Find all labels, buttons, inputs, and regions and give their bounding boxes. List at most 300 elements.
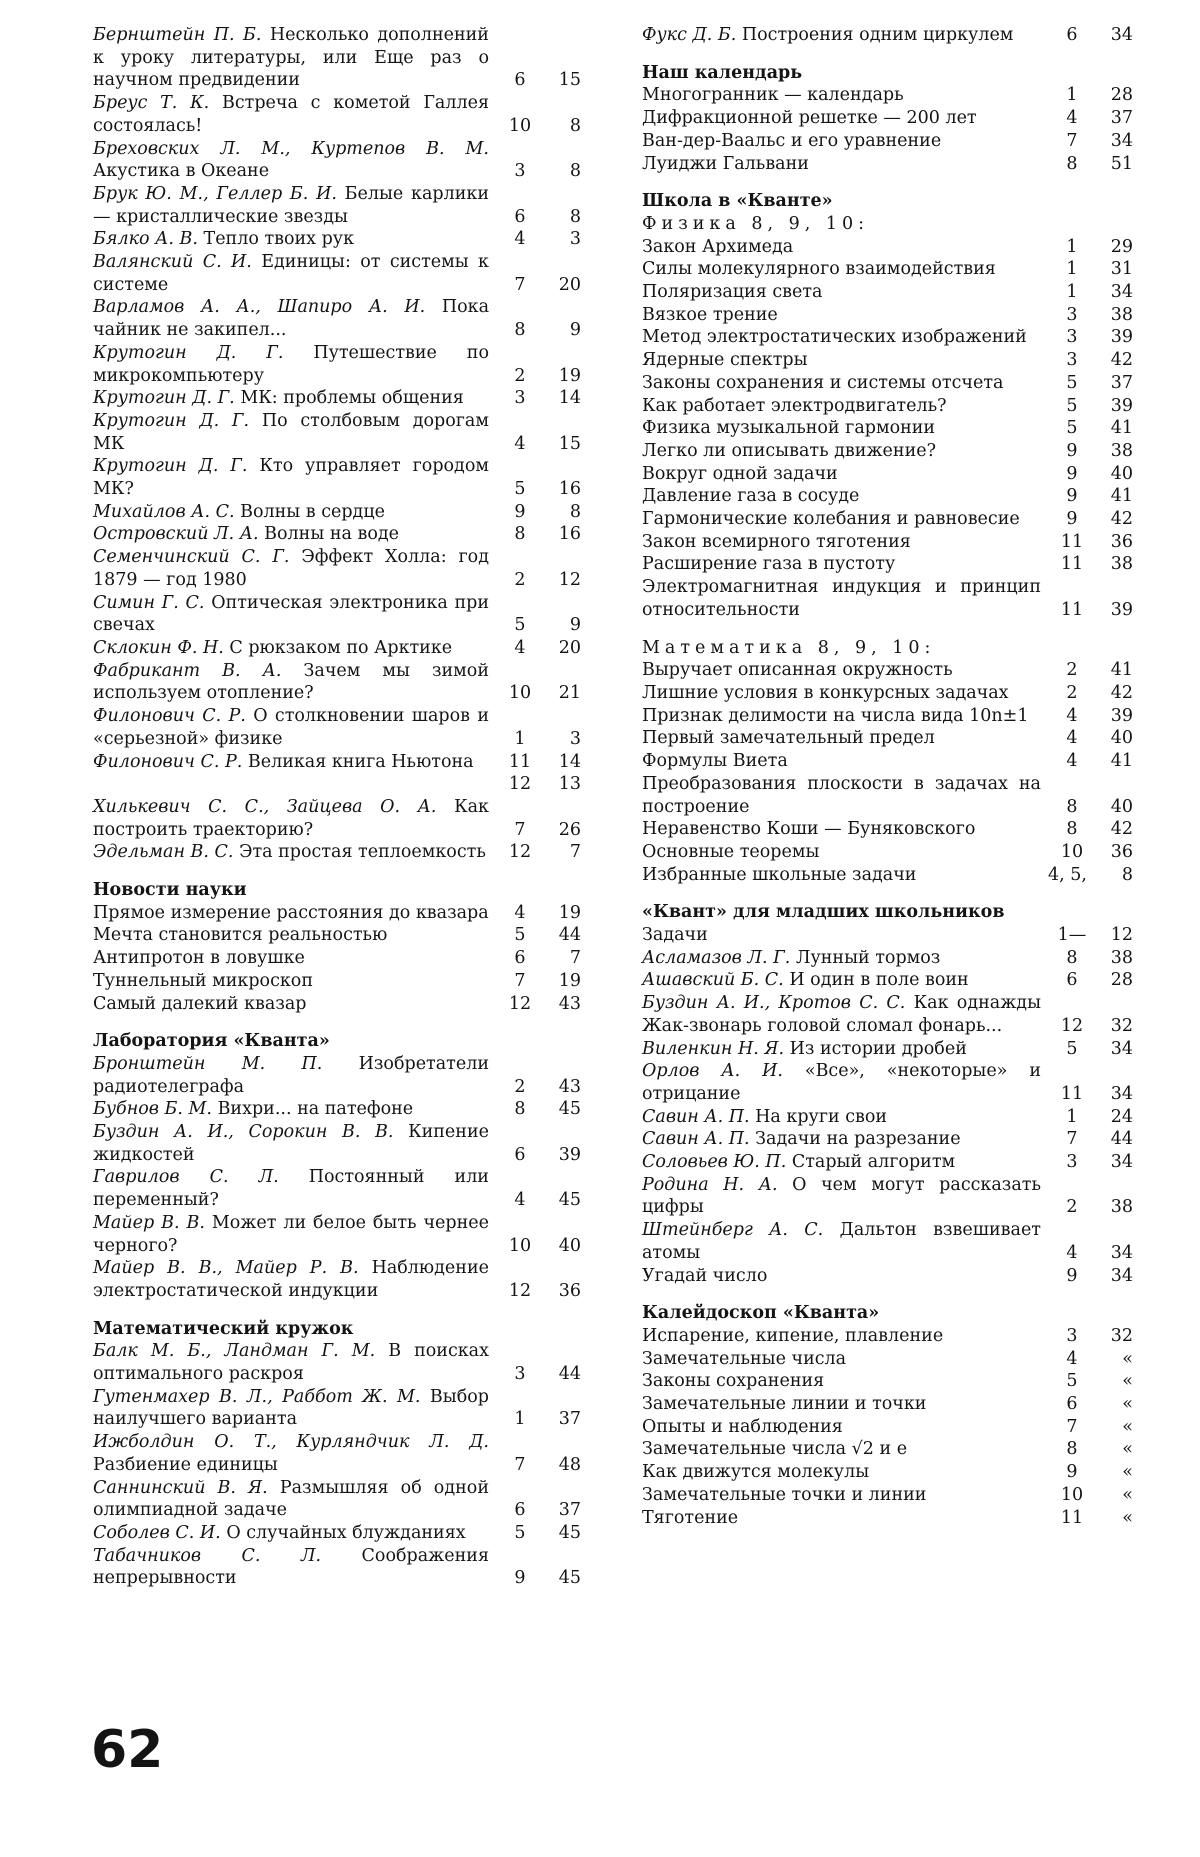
entry-issue: 6 [1066, 25, 1078, 45]
index-section [642, 901, 1145, 1287]
entry-page: 36 [1110, 841, 1133, 862]
entry-page: 43 [558, 993, 581, 1014]
entry-author: Бронштейн М. П. [93, 1053, 323, 1074]
index-entry [93, 228, 593, 251]
entry-issue: 10 [508, 683, 532, 704]
entry-title: Испарение, кипение, плавление [642, 1325, 944, 1346]
entry-text [93, 138, 499, 183]
entry-title: С рюкзаком по Арктике [229, 637, 453, 658]
index-entry [93, 773, 593, 796]
entry-issue: 4 [514, 637, 526, 658]
entry-page: 39 [1110, 395, 1133, 416]
entry-issue: 2 [514, 569, 526, 590]
entry-text [642, 947, 1051, 970]
entry-author: Филонович С. Р. [93, 706, 246, 727]
entry-issue: 10 [1060, 1484, 1084, 1505]
entry-page: 8 [569, 501, 581, 522]
entry-title: Эта простая теплоемкость [239, 842, 486, 863]
entry-title: Легко ли описывать движение? [642, 440, 936, 461]
index-section [642, 637, 1145, 887]
entry-text [93, 947, 499, 970]
entry-page: 34 [1110, 130, 1133, 151]
entry-text [642, 372, 1051, 395]
entry-issue: 2 [1066, 682, 1078, 703]
entry-title: Неравенство Коши — Буняковского [642, 819, 976, 840]
entry-author: Буздин А. И., Кротов С. С. [642, 993, 906, 1014]
entry-issue: 3 [514, 161, 526, 182]
index-entry [642, 864, 1145, 887]
entry-issue: 8 [514, 1099, 526, 1120]
entry-text [93, 993, 499, 1016]
entry-page: 37 [1110, 108, 1133, 129]
entry-text [642, 576, 1051, 621]
entry-page: 45 [558, 1099, 581, 1120]
entry-issue: 3 [1066, 327, 1078, 348]
entry-page: 8 [569, 161, 581, 182]
entry-page: 15 [558, 70, 581, 91]
entry-title: Формулы Виета [642, 751, 788, 772]
index-entry [93, 92, 593, 137]
entry-issue: 9 [1066, 1462, 1078, 1483]
index-entry [642, 107, 1145, 130]
index-entry [93, 1545, 593, 1590]
entry-issue: 1 [1066, 1106, 1078, 1127]
entry-page: 44 [1110, 1129, 1133, 1150]
entry-page: 13 [558, 774, 581, 795]
index-entry [93, 924, 593, 947]
index-entry [642, 1370, 1145, 1393]
entry-page: 21 [558, 683, 581, 704]
entry-page: 24 [1110, 1106, 1133, 1127]
entry-text [642, 1038, 1051, 1061]
index-entry [93, 183, 593, 228]
entry-issue: 5 [1066, 395, 1078, 416]
page-number: 62 [91, 1720, 164, 1780]
entry-page: 41 [1110, 418, 1133, 439]
entry-issue: 1 [1066, 282, 1078, 303]
index-entry [642, 924, 1145, 947]
index-entry [642, 258, 1145, 281]
index-entry [93, 1431, 593, 1476]
index-entry [642, 1060, 1145, 1105]
entry-issue: 4 [1066, 108, 1078, 129]
index-entry [642, 553, 1145, 576]
entry-page: 42 [1110, 350, 1133, 371]
entry-page: 37 [558, 1409, 581, 1430]
entry-issue: 2 [1066, 660, 1078, 681]
entry-issue: 11 [1060, 1507, 1084, 1528]
index-entry [642, 326, 1145, 349]
entry-issue: 11 [1060, 554, 1084, 575]
entry-title: Замечательные числа [642, 1348, 847, 1369]
entry-text [93, 1386, 499, 1431]
entry-page: 8 [1121, 864, 1133, 885]
entry-title: Угадай число [642, 1265, 768, 1286]
entry-issue: 5 [514, 479, 526, 500]
entry-text [642, 281, 1051, 304]
entry-issue: 11 [508, 751, 532, 772]
entry-author: Гутенмахер В. Л., Раббот Ж. М. [93, 1386, 421, 1407]
entry-issue: 5 [1066, 372, 1078, 393]
entry-title: Встреча с кометой Галлея состоялась! [93, 93, 489, 136]
entry-issue: 12 [1060, 1015, 1084, 1036]
entry-issue: 2 [514, 1076, 526, 1097]
entry-title: Оптическая электроника при свечах [93, 592, 489, 636]
index-entry [642, 576, 1145, 621]
index-entry [93, 947, 593, 970]
index-entry [642, 153, 1145, 176]
index-entry [642, 1507, 1145, 1530]
entry-issue: 5 [1066, 418, 1078, 439]
right-column [642, 24, 1145, 1544]
entry-page: 42 [1110, 682, 1133, 703]
entry-issue: 6 [514, 206, 526, 227]
entry-author: Орлов А. И. [642, 1061, 783, 1082]
entry-text [93, 637, 499, 660]
entry-issue: 10 [508, 1235, 532, 1256]
index-entry [642, 682, 1145, 705]
entry-title: Кто управляет городом МК? [93, 456, 489, 500]
entry-title: По столбовым дорогам МК [93, 410, 489, 454]
index-entry [93, 1121, 593, 1166]
index-entry [93, 24, 593, 92]
entry-text [93, 1431, 499, 1476]
entry-page: 19 [558, 902, 581, 923]
entry-author: Балк М. Б., Ландман Г. М. [93, 1341, 376, 1362]
entry-text [93, 751, 499, 774]
entry-page: 38 [1110, 304, 1133, 325]
entry-page: 39 [1110, 705, 1133, 726]
entry-text [642, 1393, 1051, 1416]
entry-author: Буздин А. И., Сорокин В. В. [93, 1122, 394, 1143]
index-entry [642, 485, 1145, 508]
entry-text [93, 705, 499, 750]
entry-title: Изобретатели радиотелеграфа [93, 1053, 489, 1097]
entry-text [93, 1166, 499, 1211]
entry-page: « [1122, 1507, 1133, 1528]
entry-page: 44 [558, 1364, 581, 1385]
entry-text [642, 236, 1051, 259]
entry-author: Майер В. В. [93, 1212, 205, 1233]
entry-issue: 9 [514, 501, 526, 522]
entry-author: Ашавский Б. С. [642, 970, 784, 991]
entry-text [642, 349, 1051, 372]
entry-page: 16 [558, 479, 581, 500]
entry-title: Закон Архимеда [642, 236, 794, 257]
entry-page: « [1122, 1348, 1133, 1369]
entry-author: Семенчинский С. Г. [93, 547, 290, 568]
entry-title: В поисках оптимального раскроя [93, 1341, 489, 1385]
entry-title: Кипение жидкостей [93, 1122, 489, 1165]
entry-author: Асламазов Л. Г. [642, 947, 791, 968]
entry-issue: 8 [1066, 1439, 1078, 1460]
entry-title: Тяготение [642, 1507, 739, 1528]
entry-text [93, 24, 499, 92]
entry-title: Давление газа в сосуде [642, 486, 860, 507]
entry-title: Гармонические колебания и равновесие [642, 509, 1020, 530]
entry-text [642, 258, 1051, 281]
index-entry [642, 1038, 1145, 1061]
entry-page: 14 [558, 388, 581, 409]
entry-issue: 6 [1066, 1394, 1078, 1415]
entry-page: 31 [1110, 259, 1133, 280]
entry-text [642, 1151, 1051, 1174]
entry-page: 16 [558, 524, 581, 545]
entry-page: « [1122, 1484, 1133, 1505]
entry-page: « [1122, 1371, 1133, 1392]
entry-title: Как движутся молекулы [642, 1462, 870, 1483]
entry-title: Метод электростатических изображений [642, 327, 1027, 348]
entry-author: Майер В. В., Майер Р. В. [93, 1258, 359, 1279]
entry-title: Единицы: от системы к системе [93, 252, 489, 295]
entry-title: Старый алгоритм [791, 1152, 956, 1173]
subsection-heading: Физика 8, 9, 10: [642, 213, 870, 234]
entry-text [642, 969, 1051, 992]
entry-page: 29 [1110, 236, 1133, 257]
entry-issue: 4 [1066, 751, 1078, 772]
entry-page: 34 [1110, 1152, 1133, 1173]
entry-title: О столкновении шаров и «серьезной» физике [93, 706, 489, 749]
entry-title: Лишние условия в конкурсных задачах [642, 682, 1009, 703]
entry-text [93, 251, 499, 296]
index-entry [93, 523, 593, 546]
entry-issue: 8 [514, 524, 526, 545]
entry-title: Несколько дополнений к уроку литературы, или Еще раз о научном предвидении [93, 25, 489, 91]
entry-title: Опыты и наблюдения [642, 1416, 843, 1437]
entry-author: Бялко А. В. [93, 229, 198, 250]
index-entry [642, 1128, 1145, 1151]
entry-page: « [1122, 1462, 1133, 1483]
entry-text [642, 992, 1051, 1037]
entry-text [642, 440, 1051, 463]
entry-text [642, 508, 1051, 531]
entry-author: Бреус Т. К. [93, 93, 210, 114]
entry-issue: 9 [1066, 509, 1078, 530]
entry-issue: 6 [514, 1500, 526, 1521]
entry-issue: 5 [1066, 1038, 1078, 1059]
index-entry [642, 236, 1145, 259]
entry-title: Задачи [642, 925, 708, 946]
entry-page: 45 [558, 1190, 581, 1211]
entry-text [93, 342, 499, 387]
entry-author: Крутогин Д. Г. [93, 410, 250, 431]
entry-author: Островский Л. А. [93, 524, 259, 545]
entry-page: 14 [558, 751, 581, 772]
entry-text [93, 228, 499, 251]
entry-title: Первый замечательный предел [642, 728, 935, 749]
entry-issue: 4 [514, 433, 526, 454]
entry-text [93, 1212, 499, 1257]
entry-text [642, 1060, 1051, 1105]
entry-title: Размышляя об одной олимпиадной задаче [93, 1477, 489, 1521]
index-section [93, 1318, 593, 1590]
index-entry [642, 281, 1145, 304]
entry-author: Саннинский В. Я. [93, 1477, 268, 1498]
entry-text [642, 659, 1051, 682]
entry-author: Брук Ю. М., Геллер Б. И. [93, 183, 337, 204]
entry-page: 28 [1110, 85, 1133, 106]
entry-title: Дифракционной решетке — 200 лет [642, 108, 977, 129]
entry-text [642, 705, 1051, 728]
entry-page: 39 [1110, 327, 1133, 348]
entry-author: Савин А. П. [642, 1106, 750, 1127]
entry-page: 7 [569, 948, 581, 969]
entry-author: Склокин Ф. Н. [93, 637, 224, 658]
entry-author: Бубнов Б. М. [93, 1099, 212, 1120]
entry-issue: 2 [1066, 1197, 1078, 1218]
entry-page: 8 [569, 115, 581, 136]
entry-title: Может ли белое быть чернее черного? [93, 1212, 489, 1256]
entry-title: Выбор наилучшего варианта [93, 1386, 489, 1430]
index-entry [642, 395, 1145, 418]
entry-issue: 9 [1066, 1265, 1078, 1286]
entry-issue: 1— [1057, 925, 1087, 946]
entry-issue: 4 [514, 229, 526, 250]
entry-author: Савин А. П. [642, 1129, 750, 1150]
index-entry [642, 969, 1145, 992]
entry-page: 39 [558, 1144, 581, 1165]
entry-title: Путешествие по микрокомпьютеру [93, 342, 489, 386]
entry-title: Волны в сердце [240, 501, 385, 522]
entry-page: 12 [558, 569, 581, 590]
entry-issue: 8 [514, 320, 526, 341]
entry-author: Гаврилов С. Л. [93, 1167, 279, 1188]
section-heading: Новости науки [93, 880, 247, 901]
entry-text [642, 1219, 1051, 1264]
entry-author: Табачников С. Л. [93, 1545, 322, 1566]
index-section [93, 1030, 593, 1302]
entry-title: МК: проблемы общения [240, 388, 464, 409]
entry-title: Замечательные числа √2 и e [642, 1439, 908, 1460]
entry-text [642, 531, 1051, 554]
entry-title: Физика музыкальной гармонии [642, 418, 936, 439]
entry-author: Крутогин Д. Г. [93, 456, 248, 477]
entry-issue: 6 [514, 948, 526, 969]
index-entry [93, 546, 593, 591]
index-entry [93, 251, 593, 296]
entry-page: 19 [558, 970, 581, 991]
entry-title: И один в поле воин [789, 970, 969, 991]
entry-issue: 3 [1066, 304, 1078, 325]
index-entry [642, 1151, 1145, 1174]
index-entry [93, 796, 593, 841]
entry-issue: 11 [1060, 531, 1084, 552]
entry-text [642, 153, 1051, 176]
entry-author: Фукс Д. Б. [642, 25, 737, 45]
entry-author: Валянский С. И. [93, 252, 252, 273]
entry-text [93, 1522, 499, 1545]
index-entry [93, 1166, 593, 1211]
entry-text [642, 750, 1051, 773]
index-entry [93, 660, 593, 705]
entry-title: Самый далекий квазар [93, 993, 307, 1014]
entry-issue: 10 [508, 115, 532, 136]
entry-page: 39 [1110, 599, 1133, 620]
entry-text [93, 1053, 499, 1098]
entry-page: 20 [558, 274, 581, 295]
entry-title: Великая книга Ньютона [247, 751, 474, 772]
index-entry [642, 417, 1145, 440]
entry-issue: 1 [514, 728, 526, 749]
entry-page: 15 [558, 433, 581, 454]
entry-author: Виленкин Н. Я. [642, 1038, 785, 1059]
entry-issue: 5 [514, 925, 526, 946]
entry-title: Луиджи Гальвани [642, 153, 809, 174]
entry-title: Электромагнитная индукция и принцип относительности [642, 577, 1041, 620]
entry-title: Тепло твоих рук [203, 229, 355, 250]
entry-page: 8 [569, 206, 581, 227]
index-entry [93, 342, 593, 387]
entry-author: Филонович С. Р. [93, 751, 243, 772]
section-heading: Наш календарь [642, 62, 803, 83]
entry-text [642, 1265, 1051, 1288]
index-entry [642, 947, 1145, 970]
entry-issue: 1 [1066, 85, 1078, 106]
entry-text [93, 660, 499, 705]
entry-text [642, 1416, 1051, 1439]
entry-text [93, 1545, 499, 1590]
entry-page: 40 [1110, 728, 1133, 749]
entry-text [642, 1484, 1051, 1507]
entry-issue: 3 [514, 1364, 526, 1385]
index-entry [642, 1438, 1145, 1461]
index-entry [642, 1174, 1145, 1219]
index-entry [642, 992, 1145, 1037]
entry-title: Задачи на разрезание [755, 1129, 961, 1150]
entry-title: Акустика в Океане [93, 161, 270, 182]
entry-issue: 11 [1060, 599, 1084, 620]
entry-page: « [1122, 1394, 1133, 1415]
entry-text [642, 417, 1051, 440]
index-section [642, 24, 1145, 47]
entry-text [93, 841, 499, 864]
entry-title: Закон всемирного тяготения [642, 531, 911, 552]
entry-issue: 5 [514, 615, 526, 636]
entry-title: Волны на воде [264, 524, 400, 545]
entry-page: 7 [569, 842, 581, 863]
entry-page: « [1122, 1439, 1133, 1460]
entry-page: 41 [1110, 660, 1133, 681]
index-entry [93, 751, 593, 774]
entry-text [93, 183, 499, 228]
entry-text [93, 387, 499, 410]
entry-text [642, 1461, 1051, 1484]
entry-text [93, 1121, 499, 1166]
entry-title: Избранные школьные задачи [642, 864, 917, 885]
entry-page: 34 [1110, 25, 1133, 45]
index-entry [93, 1212, 593, 1257]
entry-title: На круги свои [755, 1106, 888, 1127]
entry-title: Замечательные точки и линии [642, 1484, 927, 1505]
entry-text [93, 796, 499, 841]
entry-page: 19 [558, 365, 581, 386]
entry-page: 3 [569, 229, 581, 250]
entry-page: 9 [569, 615, 581, 636]
entry-title: Соображения непрерывности [93, 1545, 489, 1589]
entry-title: Как работает электродвигатель? [642, 395, 947, 416]
entry-title: Разбиение единицы [93, 1454, 278, 1475]
entry-page: 36 [558, 1280, 581, 1301]
entry-issue: 9 [514, 1568, 526, 1589]
entry-issue: 6 [514, 1144, 526, 1165]
index-entry [93, 1522, 593, 1545]
index-entry [642, 130, 1145, 153]
entry-author: Эдельман В. С. [93, 842, 234, 863]
index-entry [93, 1340, 593, 1385]
entry-title: Законы сохранения и системы отсчета [642, 372, 1004, 393]
entry-text [93, 546, 499, 591]
entry-page: 40 [1110, 463, 1133, 484]
